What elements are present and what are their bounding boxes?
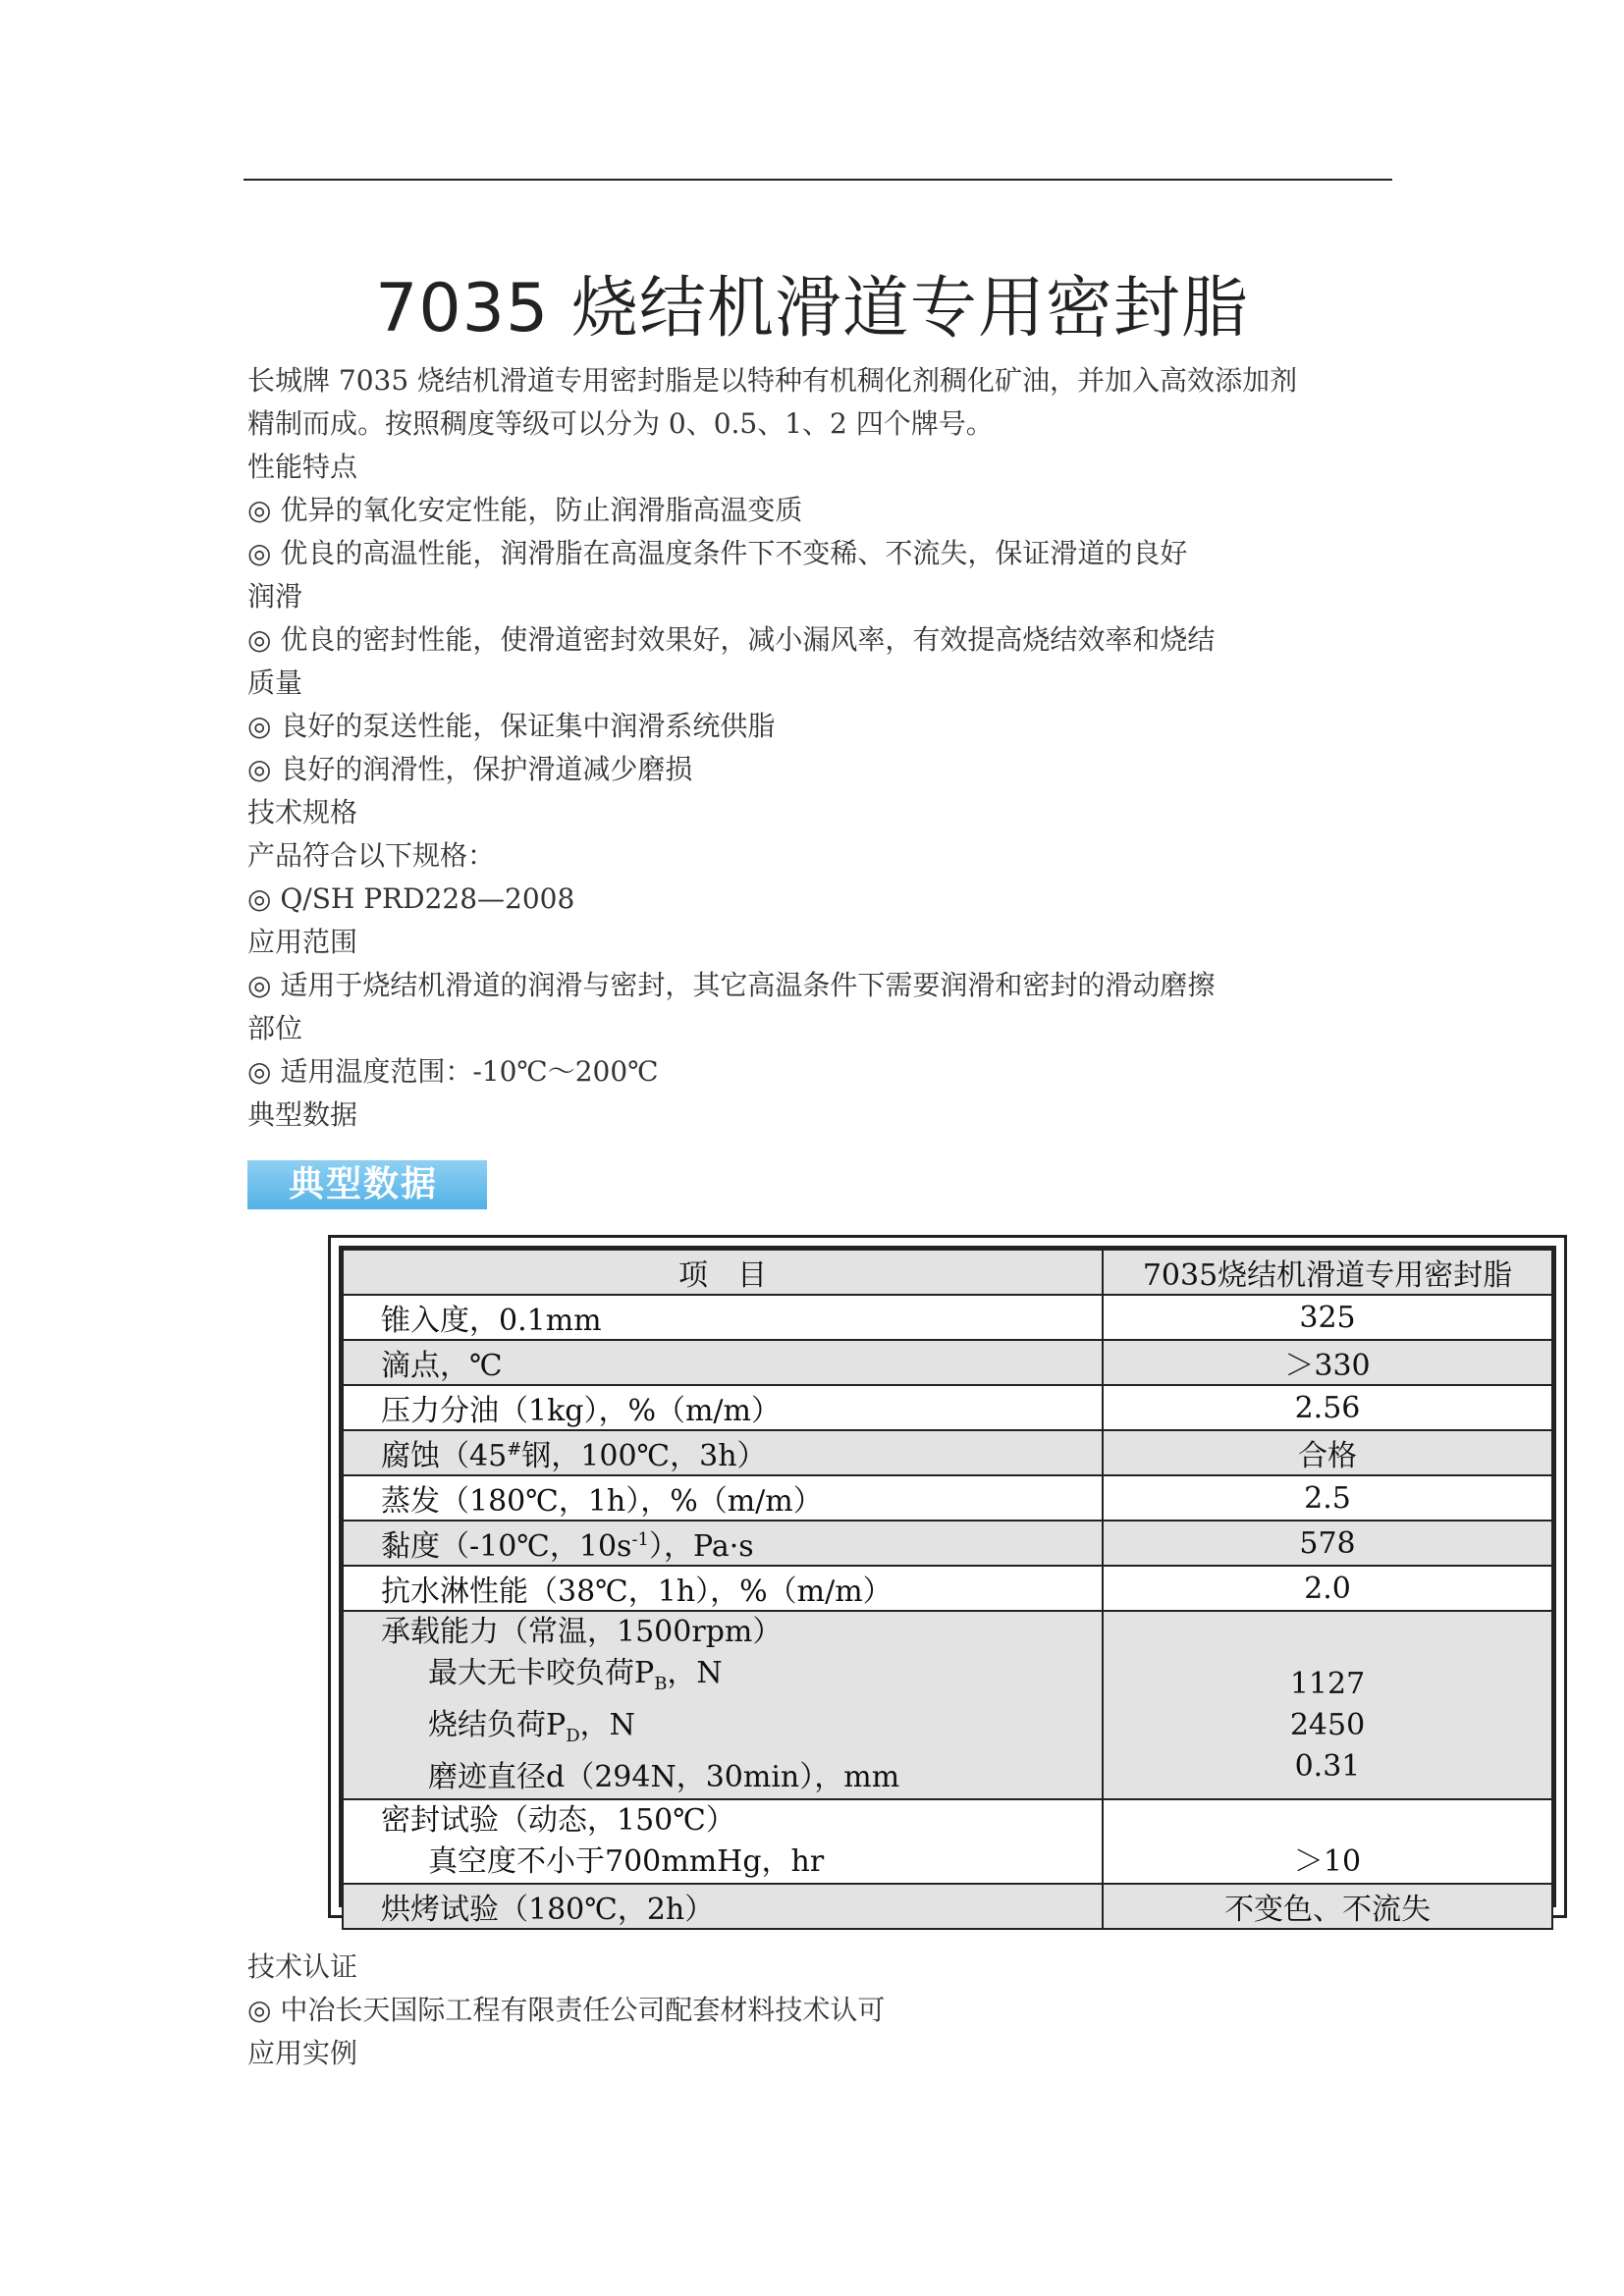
header-rule bbox=[244, 179, 1392, 181]
feature-item-cont: 润滑 bbox=[247, 580, 303, 613]
paragraph-line: 精制而成。按照稠度等级可以分为 0、0.5、1、2 四个牌号。 bbox=[247, 407, 994, 440]
feature-item: ◎ 良好的泵送性能，保证集中润滑系统供脂 bbox=[247, 710, 776, 742]
heading-specs: 技术规格 bbox=[247, 796, 358, 828]
table-header-row bbox=[343, 1250, 1552, 1295]
row-item: 压力分油（1kg），%（m/m） bbox=[343, 1385, 1103, 1430]
heading-features: 性能特点 bbox=[247, 451, 358, 483]
feature-item-cont: 质量 bbox=[247, 667, 303, 699]
table-row bbox=[343, 1611, 1552, 1799]
table-row bbox=[343, 1385, 1552, 1430]
row-value: 578 bbox=[1103, 1521, 1552, 1566]
row-value: 325 bbox=[1103, 1295, 1552, 1340]
page-title: 7035 烧结机滑道专用密封脂 bbox=[375, 270, 1249, 347]
table-row bbox=[343, 1475, 1552, 1521]
row-item: 密封试验（动态，150℃） 真空度不小于700mmHg，hr bbox=[343, 1799, 1103, 1884]
intro-text bbox=[247, 359, 1377, 1137]
typical-data-banner: 典型数据 bbox=[247, 1160, 487, 1209]
row-item: 黏度（-10℃，$10s^{-1}$），Pa·s bbox=[343, 1521, 1103, 1566]
row-item: 锥入度，0.1mm bbox=[343, 1295, 1103, 1340]
row-value: ＞10 bbox=[1103, 1799, 1552, 1884]
row-value: 2.5 bbox=[1103, 1475, 1552, 1521]
row-value: 合格 bbox=[1103, 1430, 1552, 1475]
row-item: 腐蚀（45#钢，100℃，3h） bbox=[343, 1430, 1103, 1475]
application-item-cont: 部位 bbox=[247, 1012, 303, 1044]
header-product: 7035烧结机滑道专用密封脂 bbox=[1103, 1250, 1552, 1295]
row-item: 承载能力（常温，1500rpm） 最大无卡咬负荷$P_B$，N 烧结负荷$P_D$，N 磨迹直径d（294N，30min），mm bbox=[343, 1611, 1103, 1799]
table-row bbox=[343, 1340, 1552, 1385]
row-value: 1127 2450 0.31 bbox=[1103, 1611, 1552, 1799]
feature-item: ◎ 良好的润滑性，保护滑道减少磨损 bbox=[247, 753, 693, 785]
header-item: 项 目 bbox=[343, 1250, 1103, 1295]
row-item: 滴点，℃ bbox=[343, 1340, 1103, 1385]
data-table-frame bbox=[328, 1235, 1567, 1927]
table-row bbox=[343, 1430, 1552, 1475]
application-item: ◎ 适用温度范围：-10℃～200℃ bbox=[247, 1055, 659, 1088]
heading-typical-data: 典型数据 bbox=[247, 1098, 358, 1131]
row-value: ＞330 bbox=[1103, 1340, 1552, 1385]
table-row bbox=[343, 1521, 1552, 1566]
spec-item: ◎ Q/SH PRD228—2008 bbox=[247, 882, 575, 915]
certification-item: ◎ 中冶长天国际工程有限责任公司配套材料技术认可 bbox=[247, 1994, 886, 2026]
footer-text bbox=[247, 1946, 1377, 2075]
table-row bbox=[343, 1799, 1552, 1884]
row-value: 2.56 bbox=[1103, 1385, 1552, 1430]
feature-item: ◎ 优异的氧化安定性能，防止润滑脂高温变质 bbox=[247, 494, 803, 526]
spec-intro: 产品符合以下规格： bbox=[247, 839, 496, 872]
table-row bbox=[343, 1884, 1552, 1929]
row-item: 蒸发（180℃，1h），%（m/m） bbox=[343, 1475, 1103, 1521]
row-value: 不变色、不流失 bbox=[1103, 1884, 1552, 1929]
paragraph-line: 长城牌 7035 烧结机滑道专用密封脂是以特种有机稠化剂稠化矿油，并加入高效添加剂 bbox=[247, 364, 1298, 397]
heading-certification: 技术认证 bbox=[247, 1950, 358, 1983]
row-value: 2.0 bbox=[1103, 1566, 1552, 1611]
row-item: 烘烤试验（180℃，2h） bbox=[343, 1884, 1103, 1929]
feature-item: ◎ 优良的高温性能，润滑脂在高温度条件下不变稀、不流失，保证滑道的良好 bbox=[247, 537, 1188, 569]
typical-data-table bbox=[342, 1249, 1553, 1930]
application-item: ◎ 适用于烧结机滑道的润滑与密封，其它高温条件下需要润滑和密封的滑动磨擦 bbox=[247, 969, 1216, 1001]
heading-applications: 应用范围 bbox=[247, 926, 358, 958]
feature-item: ◎ 优良的密封性能，使滑道密封效果好，减小漏风率，有效提高烧结效率和烧结 bbox=[247, 623, 1216, 656]
table-row bbox=[343, 1295, 1552, 1340]
heading-cases: 应用实例 bbox=[247, 2037, 358, 2069]
table-row bbox=[343, 1566, 1552, 1611]
row-item: 抗水淋性能（38℃，1h），%（m/m） bbox=[343, 1566, 1103, 1611]
